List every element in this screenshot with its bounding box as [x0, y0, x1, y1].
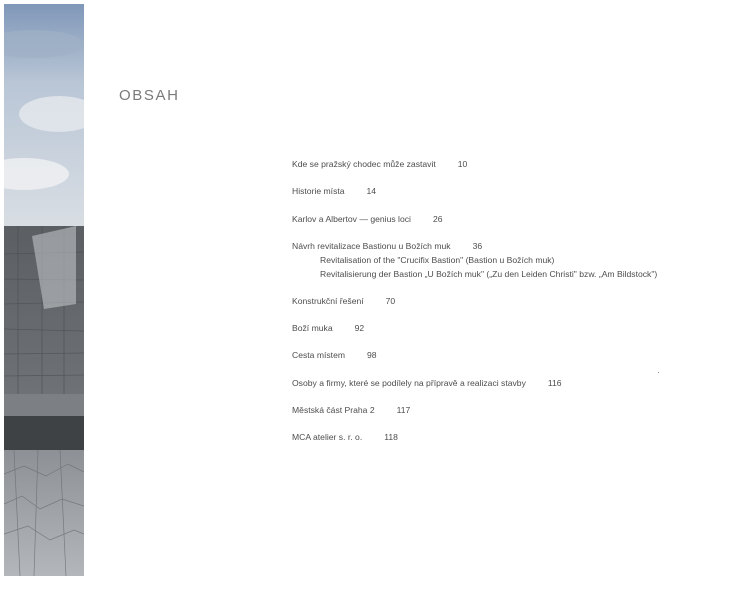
toc-entry-10 — [292, 432, 398, 442]
toc-entry-title: Městská část Praha 2 — [292, 405, 375, 415]
toc-entry-page: 92 — [354, 323, 365, 333]
toc-entry-9 — [292, 405, 410, 415]
toc-entry-page: 70 — [385, 296, 396, 306]
toc-entry-4 — [292, 241, 482, 251]
toc-entry-page: 36 — [472, 241, 483, 251]
page-title: OBSAH — [119, 87, 180, 104]
toc-entry-page: 10 — [457, 159, 468, 169]
toc-entry-page: 98 — [367, 350, 377, 360]
scan-speck — [658, 372, 659, 373]
toc-entry-title: Osoby a firmy, které se podílely na přípravě a realizaci stavby — [292, 378, 526, 388]
toc-entry-title: Kde se pražský chodec může zastavit — [292, 159, 436, 169]
toc-entry-2 — [292, 186, 376, 196]
toc-entry-page: 117 — [396, 405, 411, 415]
cover-photo-strip — [4, 4, 84, 576]
toc-entry-7 — [292, 350, 377, 360]
toc-entry-title: Cesta místem — [292, 350, 346, 360]
toc-entry-5 — [292, 296, 395, 306]
toc-subtitle-de: Revitalisierung der Bastion „U Božích muk" („Zu den Leiden Christi" bzw. „Am Bildstock") — [320, 269, 658, 279]
toc-entry-page: 116 — [547, 378, 562, 388]
toc-entry-title: Konstrukční řešení — [292, 296, 364, 306]
toc-entry-page: 26 — [432, 214, 443, 224]
toc-entry-6 — [292, 323, 364, 333]
toc-entry-title: MCA atelier s. r. o. — [292, 432, 363, 442]
toc-entry-title: Historie místa — [292, 186, 345, 196]
toc-entry-8 — [292, 378, 562, 388]
toc-subtitle-en: Revitalisation of the "Crucifix Bastion" (Bastion u Božích muk) — [320, 255, 555, 265]
toc-entry-title: Boží muka — [292, 323, 333, 333]
toc-entry-title: Karlov a Albertov — genius loci — [292, 214, 411, 224]
toc-entry-3 — [292, 214, 443, 224]
toc-entry-page: 118 — [384, 432, 398, 442]
toc-entry-1 — [292, 159, 467, 169]
toc-entry-page: 14 — [366, 186, 377, 196]
toc-entry-title: Návrh revitalizace Bastionu u Božích muk — [292, 241, 451, 251]
